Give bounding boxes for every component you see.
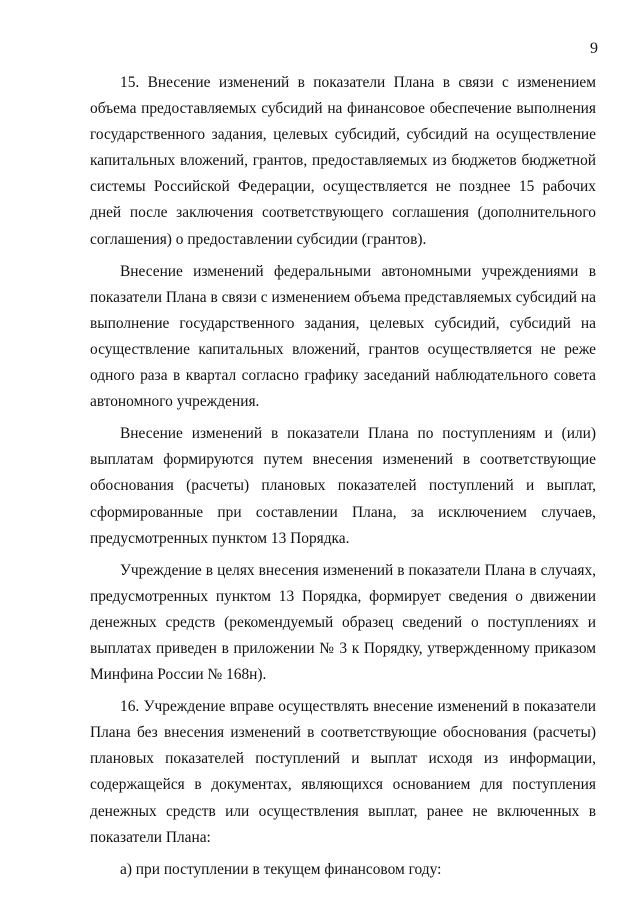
- paragraph-item-15: 15. Внесение изменений в показатели Плана в связи с изменением объема предоставляемых субсидий на финансовое обеспечение выполнения государственного задания, целевых субсидий, субсидий на осуществление капитальных вложений, грантов, предоставляемых из бюджетов бюджетной системы Российской Федерации, осуществляется не позднее 15 рабочих дней после заключения соответствующего соглашения (дополнительного соглашения) о предоставлении субсидии (грантов).: [90, 74, 596, 248]
- page-number: 9: [590, 40, 598, 57]
- document-body: [90, 70, 596, 883]
- paragraph-cash-flow-information: Учреждение в целях внесения изменений в показатели Плана в случаях, предусмотренных пунктом 13 Порядка, формирует сведения о движении денежных средств (рекомендуемый образец сведений о поступлениях и выплатах приведен в приложении № 3 к Порядку, утвержденному приказом Минфина России № 168н).: [90, 561, 596, 684]
- paragraph-autonomous-institutions: Внесение изменений федеральными автономными учреждениями в показатели Плана в связи с изменением объема представляемых субсидий на выполнение государственного задания, целевых субсидий, субсидий на осуществление капитальных вложений, грантов осуществляется не реже одного раза в квартал согласно графику заседаний наблюдательного совета автономного учреждения.: [90, 262, 596, 411]
- paragraph-current-year-receipts: а) при поступлении в текущем финансовом году:: [120, 860, 442, 878]
- paragraph-item-16: 16. Учреждение вправе осуществлять внесение изменений в показатели Плана без внесения изменений в соответствующие обоснования (расчеты) плановых показателей поступлений и выплат исходя из информации, содержащейся в документах, являющихся основанием для поступления денежных средств или осуществления выплат, ранее не включенных в показатели Плана:: [90, 698, 596, 846]
- paragraph-income-payments-changes: Внесение изменений в показатели Плана по поступлениям и (или) выплатам формируются путем внесения изменений в соответствующие обоснования (расчеты) плановых показателей поступлений и выплат, сформированные при составлении Плана, за исключением случаев, предусмотренных пунктом 13 Порядка.: [90, 425, 596, 547]
